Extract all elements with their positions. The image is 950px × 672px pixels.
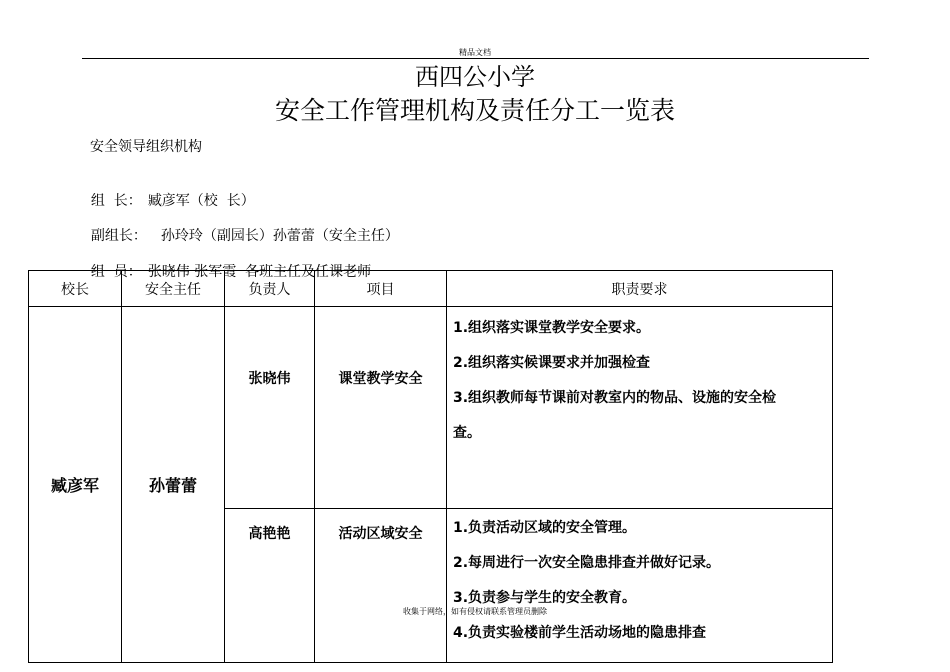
school-title: 西四公小学	[415, 63, 535, 91]
table-header-row	[29, 271, 833, 307]
duties-cell	[447, 307, 833, 509]
person-cell: 张晓伟	[225, 307, 315, 509]
header-divider	[82, 58, 869, 59]
deputy-value: 孙玲玲（副园长）孙蕾蕾（安全主任）	[160, 228, 399, 244]
leader-value: 臧彦军（校 长）	[147, 193, 255, 209]
leader-label: 组 长：	[90, 193, 142, 209]
leader-line	[82, 174, 255, 210]
header-safety-director: 安全主任	[122, 271, 225, 307]
document-title: 安全工作管理机构及责任分工一览表	[274, 96, 675, 125]
duty-item: 3.负责参与学生的安全教育。	[453, 590, 637, 606]
duty-item: 2.每周进行一次安全隐患排查并做好记录。	[453, 555, 721, 571]
duty-item: 3.组织教师每节课前对教室内的物品、设施的安全检	[453, 390, 777, 406]
deputy-line	[82, 209, 399, 245]
header-project: 项目	[315, 271, 447, 307]
duty-item: 1.组织落实课堂教学安全要求。	[453, 320, 651, 336]
safety-director-cell: 孙蕾蕾	[122, 307, 225, 663]
table-row	[29, 307, 833, 509]
footer-note: 收集于网络，如有侵权请联系管理员删除	[403, 607, 547, 616]
member-label: 组 员：	[90, 264, 142, 280]
person-cell: 高艳艳	[225, 509, 315, 663]
header-note: 精品文档	[459, 48, 491, 57]
responsibility-table	[28, 270, 833, 663]
duty-item: 查。	[453, 425, 481, 441]
duty-item: 2.组织落实候课要求并加强检查	[453, 355, 651, 371]
deputy-label: 副组长：	[90, 228, 147, 244]
org-heading: 安全领导组织机构	[90, 139, 202, 155]
duties-cell	[447, 509, 833, 663]
header-principal: 校长	[29, 271, 122, 307]
project-cell: 活动区域安全	[315, 509, 447, 663]
duty-item: 1.负责活动区域的安全管理。	[453, 520, 637, 536]
header-person-in-charge: 负责人	[225, 271, 315, 307]
principal-cell: 臧彦军	[29, 307, 122, 663]
project-cell: 课堂教学安全	[315, 307, 447, 509]
member-value: 张晓伟 张军霞 各班主任及任课老师	[147, 264, 372, 280]
duty-item: 4.负责实验楼前学生活动场地的隐患排查	[453, 625, 707, 641]
header-duties: 职责要求	[447, 271, 833, 307]
